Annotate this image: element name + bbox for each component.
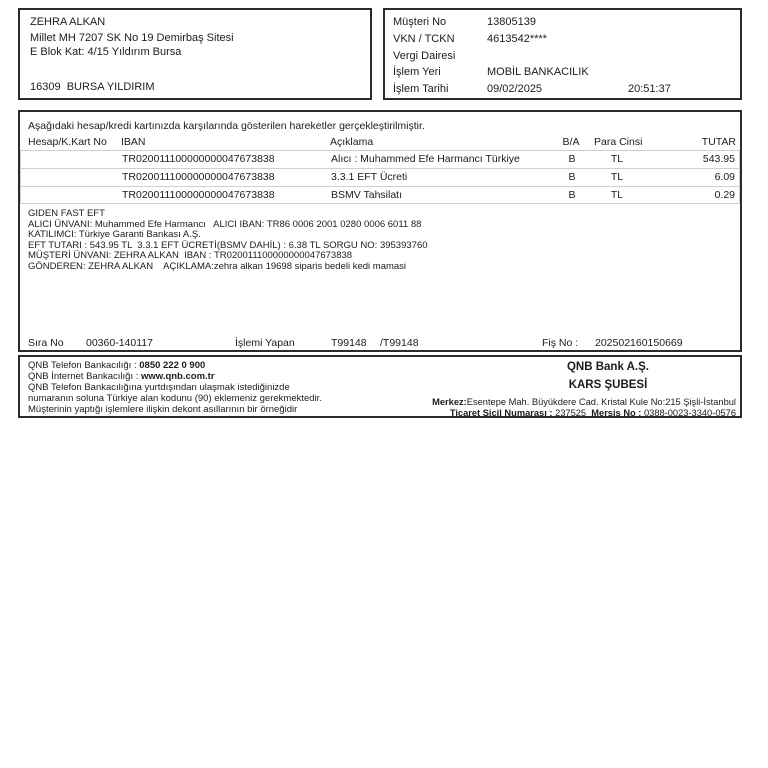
row-currency: TL bbox=[610, 171, 624, 183]
vkn-tckn-value: 4613542**** bbox=[487, 33, 547, 45]
transactions-box bbox=[18, 110, 742, 352]
detail-line: GIDEN FAST EFT bbox=[28, 208, 105, 219]
col-header-ba: B/A bbox=[562, 136, 580, 148]
detail-line: KATILIMCI: Türkiye Garanti Bankası A.Ş. bbox=[28, 229, 201, 240]
col-header-currency: Para Cinsi bbox=[594, 136, 643, 148]
tax-office-label: Vergi Dairesi bbox=[393, 50, 456, 62]
row-iban: TR020011100000000047673838 bbox=[122, 171, 275, 183]
islemi-yapan-value2: /T99148 bbox=[380, 337, 419, 349]
fis-no-label: Fiş No : bbox=[542, 337, 579, 349]
phone-banking-label: QNB Telefon Bankacılığı : bbox=[28, 360, 140, 371]
row-currency: TL bbox=[610, 153, 624, 165]
table-row bbox=[20, 150, 740, 168]
detail-line: MÜŞTERİ ÜNVANI: ZEHRA ALKAN IBAN : TR020011100000000047673838 bbox=[28, 250, 353, 261]
row-ba: B bbox=[568, 189, 576, 201]
customer-no-value: 13805139 bbox=[487, 16, 536, 28]
sender-address-line2: E Blok Kat: 4/15 Yıldırım Bursa bbox=[30, 46, 182, 58]
row-ba: B bbox=[568, 171, 576, 183]
mersis-value: 0388-0023-3340-0576 bbox=[643, 408, 736, 418]
detail-line: GÖNDEREN: ZEHRA ALKAN AÇIKLAMA:zehra alkan 19698 siparis bedeli kedi mamasi bbox=[28, 260, 407, 272]
table-row bbox=[20, 168, 740, 186]
registry-line bbox=[450, 408, 736, 418]
abroad-note-line1: QNB Telefon Bankacılığına yurtdışından ulaşmak istediğinizde bbox=[28, 382, 290, 393]
row-iban: TR020011100000000047673838 bbox=[122, 189, 275, 201]
sicil-label: Ticaret Sicil Numarası : bbox=[449, 408, 556, 418]
internet-banking-label: QNB İnternet Bankacılığı : bbox=[28, 371, 141, 382]
row-ba: B bbox=[568, 153, 576, 165]
sender-name: ZEHRA ALKAN bbox=[30, 16, 106, 28]
row-currency: TL bbox=[610, 189, 624, 201]
bank-footer-box bbox=[18, 355, 742, 418]
transaction-place-label: İşlem Yeri bbox=[393, 66, 441, 78]
col-header-amount: TUTAR bbox=[701, 136, 736, 148]
row-description: Alıcı : Muhammed Efe Harmancı Türkiye bbox=[331, 153, 520, 165]
table-row bbox=[20, 186, 740, 204]
merkez-value: Esentepe Mah. Büyükdere Cad. Kristal Kule No:215 Şişli-İstanbul bbox=[466, 397, 736, 407]
col-header-description: Açıklama bbox=[330, 136, 374, 148]
headquarters-line bbox=[432, 397, 736, 407]
sira-no-label: Sıra No bbox=[28, 337, 64, 349]
transaction-date-value: 09/02/2025 bbox=[487, 83, 543, 95]
phone-banking-number: 0850 222 0 900 bbox=[139, 360, 206, 371]
sira-no-value: 00360-140117 bbox=[86, 337, 153, 349]
bank-name: QNB Bank A.Ş. bbox=[566, 361, 649, 373]
sender-address-box bbox=[18, 8, 372, 100]
row-description: BSMV Tahsilatı bbox=[331, 189, 403, 201]
customer-info-box bbox=[383, 8, 742, 100]
phone-banking-line bbox=[28, 360, 205, 371]
detail-line: EFT TUTARI : 543.95 TL 3.3.1 EFT ÜCRETİ(BSMV DAHİL) : 6.38 TL SORGU NO: 395393760 bbox=[28, 239, 428, 251]
transaction-place-value: MOBİL BANKACILIK bbox=[487, 66, 589, 78]
branch-name: KARS ŞUBESİ bbox=[568, 379, 648, 391]
copy-note-line: Müşterinin yaptığı işlemlere ilişkin dekont asıllarının bir örneğidir bbox=[28, 404, 298, 415]
islemi-yapan-value1: T99148 bbox=[331, 337, 367, 349]
internet-banking-url: www.qnb.com.tr bbox=[141, 371, 215, 382]
sender-address-line1: Millet MH 7207 SK No 19 Demirbaş Sitesi bbox=[30, 32, 234, 44]
merkez-label: Merkez: bbox=[432, 397, 467, 407]
transaction-date-label: İşlem Tarihi bbox=[393, 83, 449, 95]
row-description: 3.3.1 EFT Ücreti bbox=[331, 171, 408, 183]
customer-no-label: Müşteri No bbox=[393, 16, 447, 28]
mersis-label: Mersis No : bbox=[586, 408, 644, 418]
row-iban: TR020011100000000047673838 bbox=[122, 153, 275, 165]
row-amount: 6.09 bbox=[714, 171, 735, 183]
internet-banking-line bbox=[28, 371, 215, 382]
detail-line: ALICI ÜNVANI: Muhammed Efe Harmancı ALICI IBAN: TR86 0006 2001 0280 0006 6011 88 bbox=[28, 218, 422, 230]
fis-no-value: 202502160150669 bbox=[595, 337, 683, 349]
transaction-time-value: 20:51:37 bbox=[628, 83, 671, 95]
sender-postal-city: 16309 BURSA YILDIRIM bbox=[30, 81, 155, 93]
vkn-tckn-label: VKN / TCKN bbox=[393, 33, 455, 45]
transactions-statement: Aşağıdaki hesap/kredi kartınızda karşılarında gösterilen hareketler gerçekleştirilmiştir. bbox=[28, 120, 425, 132]
col-header-account: Hesap/K.Kart No bbox=[28, 136, 107, 148]
row-amount: 543.95 bbox=[702, 153, 735, 165]
islemi-yapan-label: İşlemi Yapan bbox=[235, 337, 295, 349]
abroad-note-line2: numaranın soluna Türkiye alan kodunu (90) eklemeniz gerekmektedir. bbox=[28, 393, 322, 404]
sicil-value: 237525 bbox=[555, 408, 587, 418]
row-amount: 0.29 bbox=[714, 189, 735, 201]
col-header-iban: IBAN bbox=[121, 136, 146, 148]
